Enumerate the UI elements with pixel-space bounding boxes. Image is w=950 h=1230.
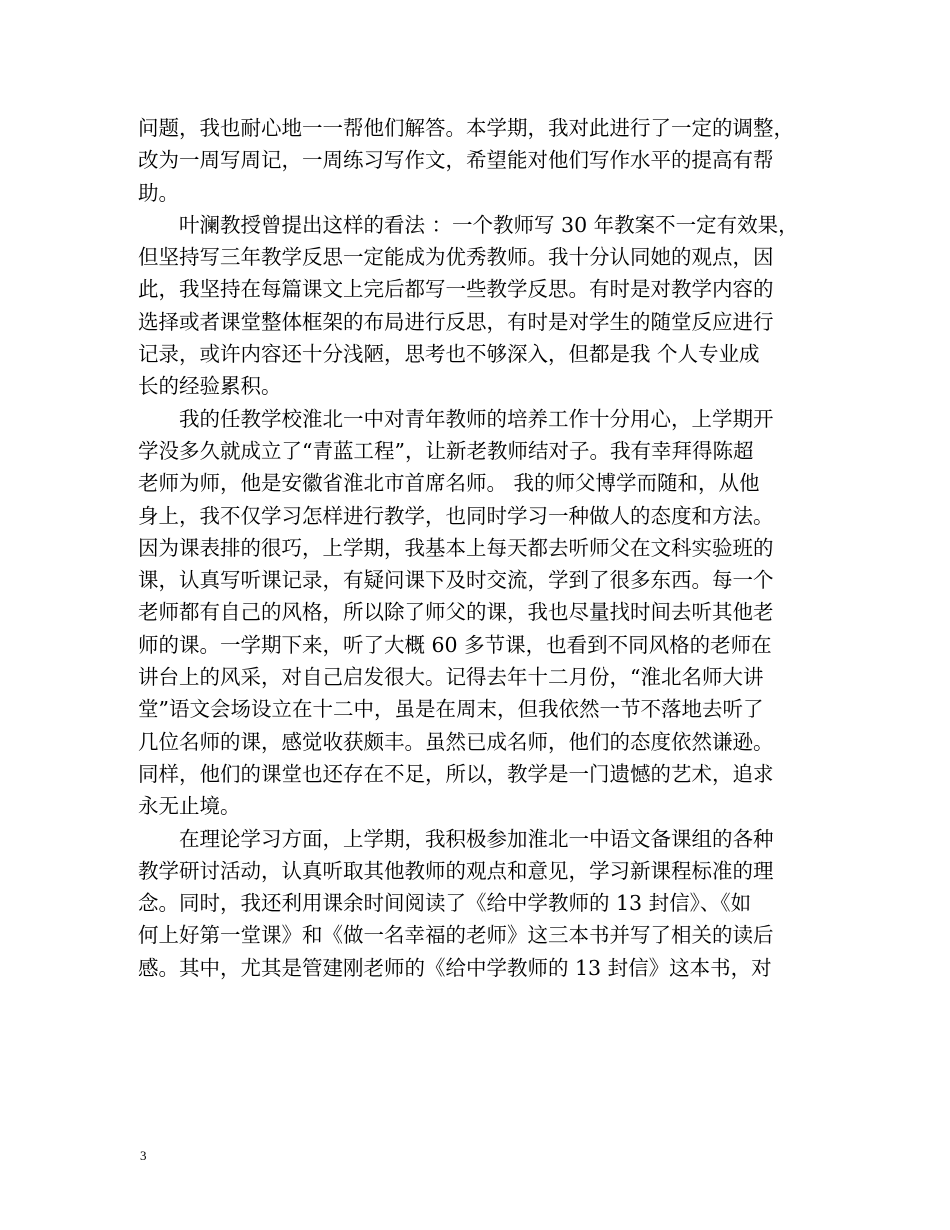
text-line: 几位名师的课，感觉收获颇丰。虽然已成名师，他们的态度依然谦逊。 — [138, 729, 774, 754]
text-line: 课，认真写听课记录，有疑问课下及时交流，学到了很多东西。每一个 — [138, 568, 774, 593]
text-line: 身上，我不仅学习怎样进行教学，也同时学习一种做人的态度和方法。 — [138, 503, 774, 528]
text-line: 学没多久就成立了“青蓝工程”，让新老教师结对子。我有幸拜得陈超 — [138, 438, 754, 463]
text-line: 堂”语文会场设立在十二中，虽是在周末，但我依然一节不落地去听了 — [138, 697, 764, 722]
text-line: 永无止境。 — [138, 794, 241, 819]
document-body — [138, 112, 828, 984]
text-line: 因为课表排的很巧，上学期，我基本上每天都去听师父在文科实验班的 — [138, 535, 774, 560]
text-line: 念。同时，我还利用课余时间阅读了《给中学教师的 13 封信》、《如 — [138, 891, 752, 916]
text-line: 感。其中，尤其是管建刚老师的《给中学教师的 13 封信》这本书，对 — [138, 955, 772, 980]
paragraph-first-line: 叶澜教授曾提出这样的看法 ：一个教师写 30 年教案不一定有效果， — [179, 212, 799, 237]
text-line: 同样，他们的课堂也还存在不足，所以，教学是一门遗憾的艺术，追求 — [138, 761, 774, 786]
text-line: 助。 — [138, 180, 179, 205]
text-line: 老师为师，他是安徽省淮北市首席名师。 我的师父博学而随和，从他 — [138, 471, 760, 496]
text-line: 老师都有自己的风格，所以除了师父的课，我也尽量找时间去听其他老 — [138, 600, 774, 625]
paragraph-first-line: 我的任教学校淮北一中对青年教师的培养工作十分用心，上学期开 — [179, 406, 774, 431]
text-line: 但坚持写三年教学反思一定能成为优秀教师。我十分认同她的观点，因 — [138, 245, 774, 270]
text-line: 选择或者课堂整体框架的布局进行反思，有时是对学生的随堂反应进行 — [138, 309, 774, 334]
text-line: 何上好第一堂课》和《做一名幸福的老师》这三本书并写了相关的读后 — [138, 923, 774, 948]
text-line: 师的课。一学期下来，听了大概 60 多节课，也看到不同风格的老师在 — [138, 632, 772, 657]
text-line: 问题，我也耐心地一一帮他们解答。本学期，我对此进行了一定的调整， — [138, 116, 794, 140]
text-line: 记录，或许内容还十分浅陋，思考也不够深入，但都是我 个人专业成 — [138, 342, 760, 367]
paragraph-first-line: 在理论学习方面，上学期，我积极参加淮北一中语文备课组的各种 — [179, 826, 774, 851]
page-number: 3 — [140, 1148, 147, 1163]
text-line: 改为一周写周记，一周练习写作文，希望能对他们写作水平的提高有帮 — [138, 148, 774, 173]
text-line: 此，我坚持在每篇课文上完后都写一些教学反思。有时是对教学内容的 — [138, 277, 774, 302]
text-line: 长的经验累积。 — [138, 374, 282, 399]
text-line: 讲台上的风采，对自己启发很大。记得去年十二月份，“淮北名师大讲 — [138, 665, 764, 690]
text-line: 教学研讨活动，认真听取其他教师的观点和意见，学习新课程标准的理 — [138, 858, 774, 883]
